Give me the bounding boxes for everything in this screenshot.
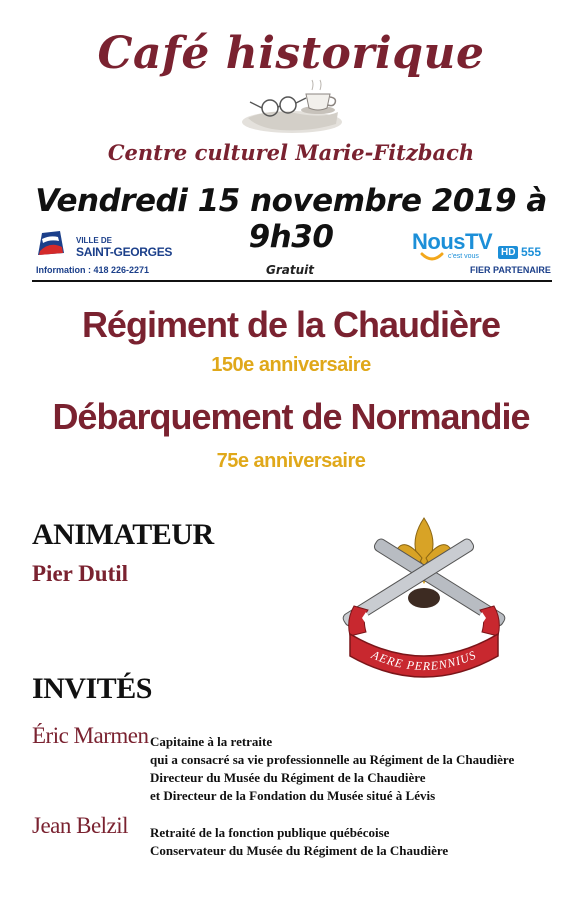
hd-badge: HD bbox=[498, 246, 518, 259]
venue-name: Centre culturel Marie-Fitzbach bbox=[107, 140, 475, 165]
crest-motto: AERE PERENNIUS bbox=[369, 647, 479, 674]
sponsor-right-partner: FIER PARTENAIRE bbox=[470, 265, 551, 275]
noustv-logo-text: NousTV bbox=[412, 229, 493, 254]
guest-description-line: Directeur du Musée du Régiment de la Chaudière bbox=[150, 770, 426, 785]
animateur-heading: ANIMATEUR bbox=[32, 518, 214, 551]
guest-description-line: Conservateur du Musée du Régiment de la Chaudière bbox=[150, 843, 449, 858]
guest-description-line: Retraité de la fonction publique québécoise bbox=[150, 825, 390, 840]
sponsor-divider bbox=[32, 280, 552, 282]
free-entry-label: Gratuit bbox=[266, 263, 314, 277]
headline-regiment-anniversary: 150e anniversaire bbox=[211, 354, 371, 376]
noustv-slogan: c'est vous bbox=[448, 253, 479, 260]
noustv-smile-icon bbox=[420, 252, 444, 262]
invites-heading: INVITÉS bbox=[32, 672, 152, 705]
poster-title: Café historique bbox=[97, 28, 485, 79]
headline-normandie-anniversary: 75e anniversaire bbox=[216, 450, 366, 472]
regiment-crest-icon bbox=[336, 510, 512, 686]
saint-georges-flag-icon bbox=[36, 229, 66, 257]
headline-normandie: Débarquement de Normandie bbox=[52, 396, 530, 437]
event-date: Vendredi 15 novembre 2019 à 9h30 bbox=[35, 183, 547, 255]
animateur-name: Pier Dutil bbox=[32, 561, 129, 586]
guest-description-line: Capitaine à la retraite bbox=[150, 734, 273, 749]
channel-number: 555 bbox=[521, 245, 542, 259]
sponsor-left-name: SAINT-GEORGES bbox=[76, 245, 173, 259]
guest-name: Éric Marmen bbox=[32, 723, 149, 748]
guest-description bbox=[150, 733, 514, 805]
guest-description-line: qui a consacré sa vie professionnelle au Régiment de la Chaudière bbox=[150, 752, 515, 767]
guest-description-line: et Directeur de la Fondation du Musée situé à Lévis bbox=[150, 788, 436, 803]
sponsor-left-prefix: VILLE DE bbox=[76, 236, 113, 245]
guest-name: Jean Belzil bbox=[32, 813, 129, 838]
sponsor-left-info: Information : 418 226-2271 bbox=[36, 265, 150, 275]
guest-description bbox=[150, 824, 448, 860]
headline-regiment: Régiment de la Chaudière bbox=[81, 304, 501, 345]
teacup-glasses-illustration bbox=[240, 78, 344, 136]
